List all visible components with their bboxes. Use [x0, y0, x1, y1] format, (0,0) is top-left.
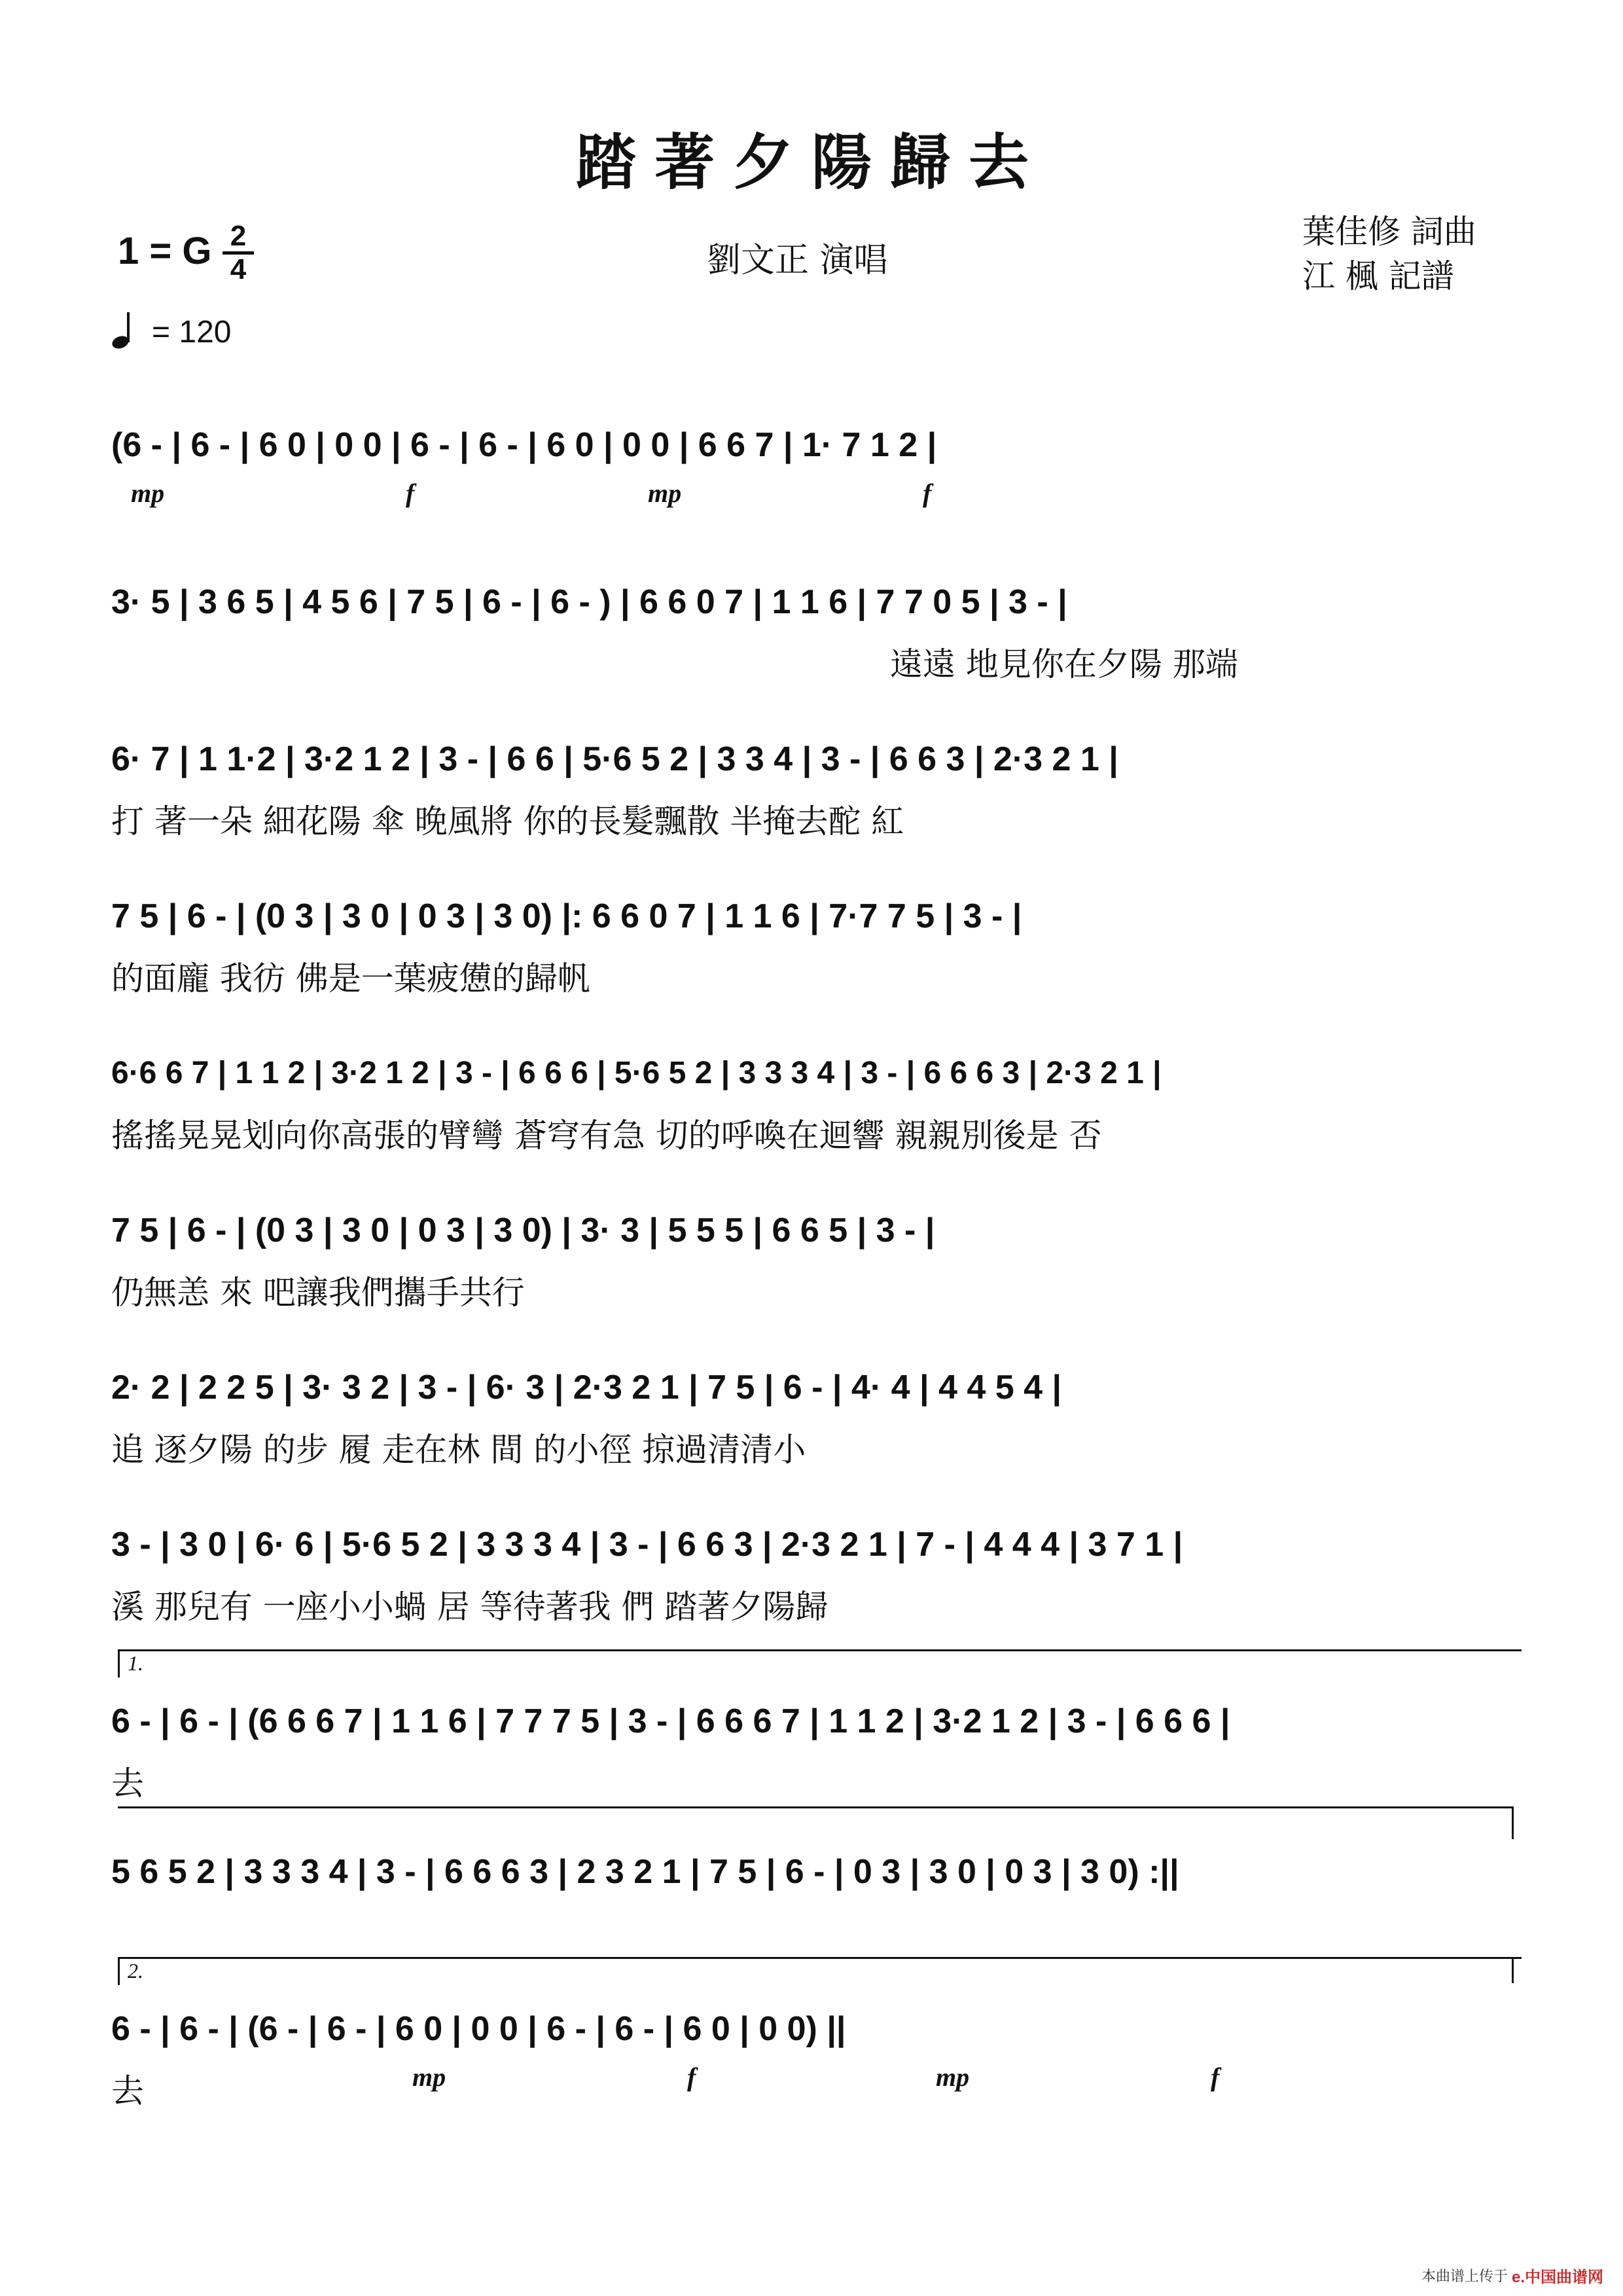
tempo-marking: [111, 311, 231, 350]
transcriber: 江 楓 記譜: [1302, 257, 1454, 295]
notation-line: 6·6 6 7 | 1 1 2 | 3·2 1 2 | 3 - | 6 6 6 | 5·6 5 2 | 3 3 3 4 | 3 - | 6 6 6 3 | 2·3 2 1 |: [111, 1056, 1162, 1090]
time-signature-top: 2: [230, 220, 247, 252]
lyric-line: 去: [111, 2072, 144, 2110]
dynamic-f: f: [406, 478, 415, 508]
dynamic-f: f: [687, 2062, 696, 2092]
notation-line: 7 5 | 6 - | (0 3 | 3 0 | 0 3 | 3 0) |: 6 6 0 7 | 1 1 6 | 7·7 7 5 | 3 - |: [111, 897, 1022, 935]
lyric-line: 搖搖晃晃划向你高張的臂彎 蒼穹有急 切的呼喚在迴響 親親別後是 否: [111, 1117, 1102, 1155]
dynamic-mp: mp: [131, 478, 165, 508]
second-ending-label: 2.: [128, 1959, 143, 1982]
second-ending-bracket: [118, 1957, 1522, 1985]
quarter-note-icon: [111, 311, 147, 350]
volta-top-line: [118, 1806, 1512, 1808]
time-signature: [223, 220, 254, 285]
tempo-value: = 120: [152, 315, 232, 350]
lyric-line: 溪 那兒有 一座小小蝸 居 等待著我 們 踏著夕陽歸: [111, 1588, 829, 1626]
volta-line: [1512, 1806, 1514, 1839]
lyric-line: 去: [111, 1765, 144, 1803]
lyricist-composer: 葉佳修 詞曲: [1302, 213, 1476, 251]
watermark: [1421, 2264, 1603, 2287]
watermark-logo: e.中国曲谱网: [1511, 2269, 1603, 2286]
volta-line: [1512, 1957, 1514, 1983]
key-signature: 1 = G: [118, 230, 212, 272]
watermark-text: 本曲谱上传于: [1421, 2269, 1508, 2285]
first-ending-bracket: [118, 1649, 1522, 1677]
song-title: 踏著夕陽歸去: [575, 127, 1047, 198]
dynamic-mp: mp: [412, 2062, 446, 2092]
notation-line: 6· 7 | 1 1·2 | 3·2 1 2 | 3 - | 6 6 | 5·6 5 2 | 3 3 4 | 3 - | 6 6 3 | 2·3 2 1 |: [111, 740, 1118, 778]
dynamic-mp: mp: [648, 478, 682, 508]
singer-credit: 劉文正 演唱: [707, 241, 888, 280]
time-signature-bottom: 4: [230, 253, 247, 285]
dynamic-f: f: [1211, 2062, 1220, 2092]
notation-line: 5 6 5 2 | 3 3 3 4 | 3 - | 6 6 6 3 | 2 3 2 1 | 7 5 | 6 - | 0 3 | 3 0 | 0 3 | 3 0) :||: [111, 1853, 1179, 1891]
lyric-line: 仍無恙 來 吧讓我們攜手共行: [111, 1274, 525, 1312]
first-ending-label: 1.: [128, 1651, 143, 1675]
notation-line: 3· 5 | 3 6 5 | 4 5 6 | 7 5 | 6 - | 6 - ) | 6 6 0 7 | 1 1 6 | 7 7 0 5 | 3 - |: [111, 583, 1067, 621]
lyric-line: 打 著一朵 細花陽 傘 晚風將 你的長髮飄散 半掩去酡 紅: [111, 802, 904, 840]
notation-line: (6 - | 6 - | 6 0 | 0 0 | 6 - | 6 - | 6 0 | 0 0 | 6 6 7 | 1· 7 1 2 |: [111, 426, 937, 464]
dynamic-mp: mp: [936, 2062, 970, 2092]
credits: [1302, 209, 1476, 298]
notation-line: 6 - | 6 - | (6 - | 6 - | 6 0 | 0 0 | 6 - | 6 - | 6 0 | 0 0) ||: [111, 2010, 846, 2048]
lyric-line: 遠遠 地見你在夕陽 那端: [890, 645, 1238, 683]
notation-line: 7 5 | 6 - | (0 3 | 3 0 | 0 3 | 3 0) | 3· 3 | 5 5 5 | 6 6 5 | 3 - |: [111, 1211, 935, 1249]
notation-line: 2· 2 | 2 2 5 | 3· 3 2 | 3 - | 6· 3 | 2·3 2 1 | 7 5 | 6 - | 4· 4 | 4 4 5 4 |: [111, 1369, 1061, 1407]
dynamic-f: f: [923, 478, 932, 508]
notation-line: 6 - | 6 - | (6 6 6 7 | 1 1 6 | 7 7 7 5 | 3 - | 6 6 6 7 | 1 1 2 | 3·2 1 2 | 3 - | 6 6 6 |: [111, 1702, 1230, 1740]
lyric-line: 追 逐夕陽 的步 履 走在林 間 的小徑 掠過清清小: [111, 1431, 806, 1469]
lyric-line: 的面龐 我彷 佛是一葉疲憊的歸帆: [111, 960, 590, 997]
notation-line: 3 - | 3 0 | 6· 6 | 5·6 5 2 | 3 3 3 4 | 3 - | 6 6 3 | 2·3 2 1 | 7 - | 4 4 4 | 3 7 1 |: [111, 1526, 1183, 1564]
